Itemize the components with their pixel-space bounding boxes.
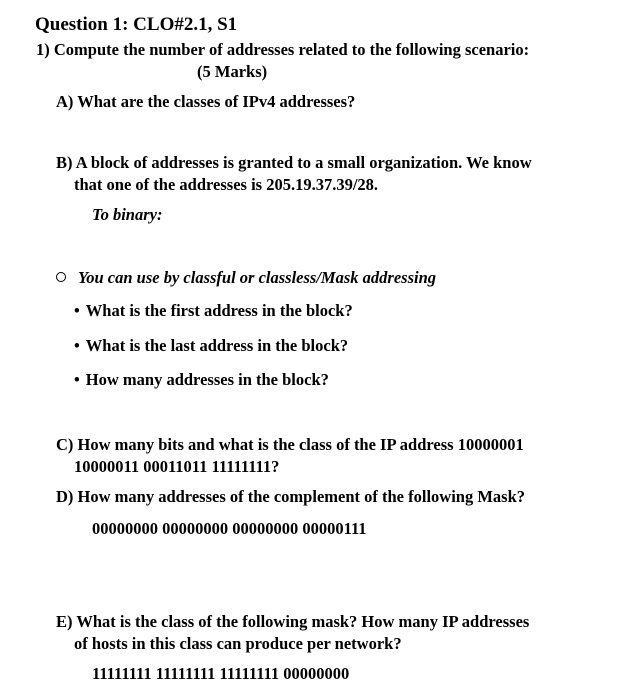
bullet-text: What is the last address in the block?	[85, 336, 349, 355]
to-binary-label: To binary:	[92, 205, 163, 224]
part-e-text-line2: of hosts in this class can produce per network?	[74, 634, 402, 653]
part-c-text-line1: C) How many bits and what is the class of the IP address 10000001	[56, 435, 524, 454]
bullet-text: What is the first address in the block?	[85, 301, 353, 320]
bullet-item	[74, 370, 329, 390]
question-intro: 1) Compute the number of addresses related to the following scenario:	[36, 40, 530, 59]
bullet-item	[74, 336, 348, 356]
bullet-icon: •	[74, 336, 80, 355]
hint-text: You can use by classful or classless/Mask addressing	[78, 268, 436, 287]
hollow-bullet-icon	[56, 272, 66, 282]
part-d-mask: 00000000 00000000 00000000 00000111	[92, 519, 367, 538]
part-d-text: D) How many addresses of the complement of the following Mask?	[56, 487, 526, 506]
bullet-text: How many addresses in the block?	[85, 370, 329, 389]
part-b-text-line2: that one of the addresses is 205.19.37.39/28.	[74, 175, 379, 194]
part-c-text-line2: 10000011 00011011 11111111?	[74, 457, 280, 476]
hint-item	[56, 268, 436, 288]
marks-label: (5 Marks)	[197, 62, 268, 81]
bullet-item	[74, 301, 353, 321]
bullet-icon: •	[74, 370, 80, 389]
question-title: Question 1: CLO#2.1, S1	[35, 14, 238, 35]
part-a-text: A) What are the classes of IPv4 addresses?	[56, 92, 356, 111]
part-b-text-line1: B) A block of addresses is granted to a small organization. We know	[56, 153, 532, 172]
part-e-text-line1: E) What is the class of the following mask? How many IP addresses	[56, 612, 530, 631]
part-e-mask: 11111111 11111111 11111111 00000000	[92, 664, 350, 683]
bullet-icon: •	[74, 301, 80, 320]
